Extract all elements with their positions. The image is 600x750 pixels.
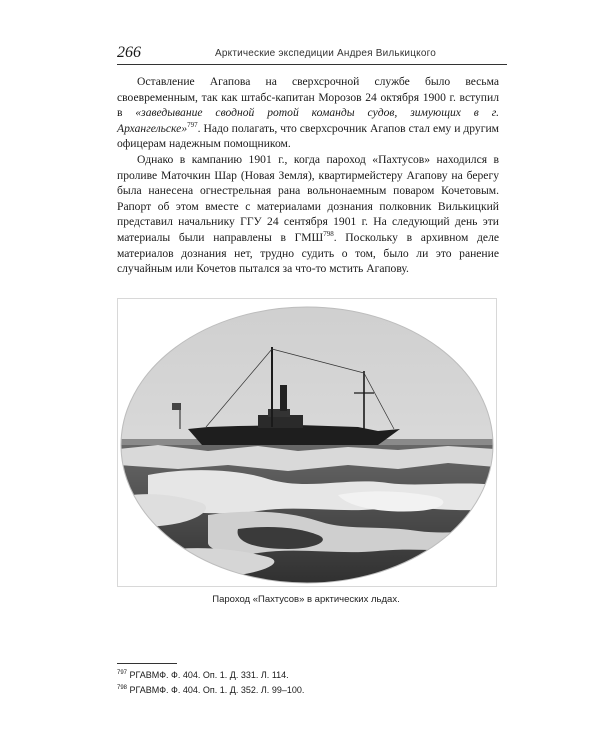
footnote-ref-798: 798 [323, 230, 334, 239]
footnote-text: РГАВМФ. Ф. 404. Оп. 1. Д. 331. Л. 114. [129, 670, 289, 680]
footnote-rule [117, 663, 177, 664]
running-title: Арктические экспедиции Андрея Вилькицкого [215, 48, 436, 59]
paragraph-1-text-b: . Надо полагать, что сверхсрочник Агапов стал ему и другим офицерам надежным помощником. [117, 121, 499, 151]
footnote-number: 797 [117, 670, 128, 676]
page-number: 266 [117, 44, 141, 61]
footnote-ref-797: 797 [187, 120, 198, 129]
paragraph-1-quote: «заведывание сводной ротой команды судов, зимующих в г. Архангельске» [117, 106, 499, 135]
paragraph-1-text-a: Оставление Агапова на сверхсрочной службе было весьма своевременным, так как штабс-капитан Морозов 24 октября 1900 г. вступил в [117, 75, 499, 120]
footnote-798 [117, 682, 499, 697]
figure-caption: Пароход «Пахтусов» в арктических льдах. [212, 594, 400, 605]
ship-photo [117, 298, 497, 587]
paragraph-2-text-a: Однако в кампанию 1901 г., когда пароход «Пахтусов» находился в проливе Маточкин Шар (Новая Земля), квартирмейстеру Агапову на берегу была нанесена огнестрельная рана вольнонаемным поваром Кочетовым. Рапорт об этом вместе с материалами дознания полковник Вилькицкий представил начальнику ГГУ 24 сентября 1901 г. На следующий день эти материалы были направлены в ГМШ [117, 152, 499, 244]
ship-photo-graphic [118, 299, 496, 586]
paragraph-2-text-b: . Поскольку в архивном деле материалов дознания нет, трудно судить о том, было ли это ранение случайным или Кочетов пытался за что-то мстить Агапову. [117, 230, 499, 276]
page-header [117, 44, 507, 65]
body-text [117, 74, 499, 277]
paragraph-1 [117, 74, 499, 152]
footnote-text: РГАВМФ. Ф. 404. Оп. 1. Д. 352. Л. 99–100. [129, 685, 305, 695]
footnote-number: 798 [117, 685, 128, 691]
footnotes [117, 667, 499, 697]
paragraph-2 [117, 152, 499, 277]
footnote-797 [117, 667, 499, 682]
